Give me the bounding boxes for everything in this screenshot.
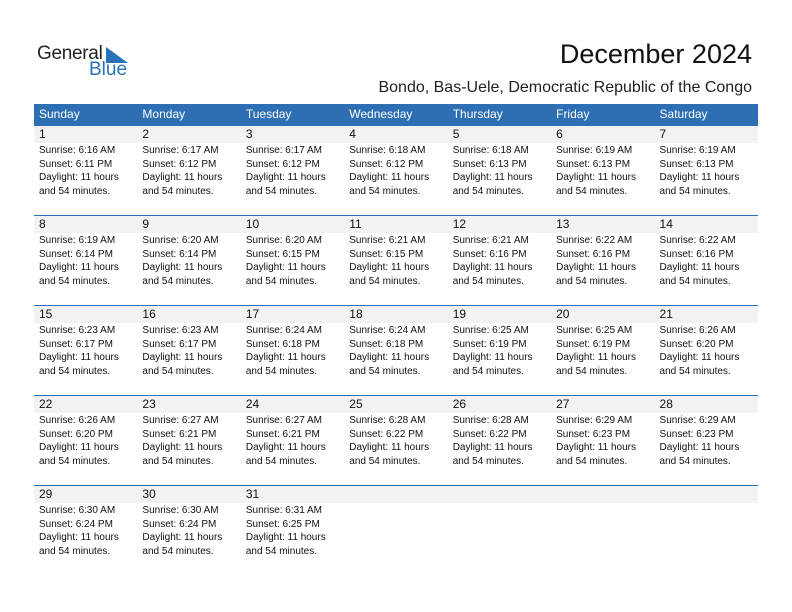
day-number: 21 <box>659 307 673 321</box>
day-cell <box>137 413 240 468</box>
day-number: 1 <box>39 127 46 141</box>
day-cell <box>448 413 551 468</box>
day-cell <box>448 233 551 288</box>
day-number <box>655 486 758 503</box>
sunrise-time: Sunrise: 6:18 AM <box>452 145 529 156</box>
day-cell <box>34 323 137 378</box>
sunrise-time: Sunrise: 6:29 AM <box>659 415 736 426</box>
weekday-header: Wednesday <box>349 107 413 121</box>
day-cell <box>137 143 240 198</box>
daylight-duration: and 54 minutes. <box>452 275 524 287</box>
daylight-duration: Daylight: 11 hours <box>659 262 740 273</box>
day-number-row <box>34 216 758 233</box>
day-number: 16 <box>142 307 156 321</box>
daylight-duration: and 54 minutes. <box>556 365 628 377</box>
day-cell <box>448 143 551 198</box>
day-number-row <box>34 126 758 143</box>
day-number: 2 <box>142 127 150 141</box>
day-cell <box>241 143 344 198</box>
daylight-duration: Daylight: 11 hours <box>142 262 223 273</box>
daylight-duration: and 54 minutes. <box>142 185 214 197</box>
sunset-time: Sunset: 6:21 PM <box>245 428 320 440</box>
day-number <box>448 486 551 503</box>
sunrise-time: Sunrise: 6:23 AM <box>39 325 116 336</box>
day-number: 10 <box>245 217 260 231</box>
daylight-duration: and 54 minutes. <box>245 275 318 287</box>
logo-text-blue: Blue <box>89 59 128 80</box>
daylight-duration: and 54 minutes. <box>39 545 111 557</box>
daylight-duration: and 54 minutes. <box>556 275 628 287</box>
day-cell <box>655 323 758 378</box>
sunset-time: Sunset: 6:22 PM <box>452 428 527 440</box>
week-row <box>34 125 758 215</box>
day-cell <box>448 503 551 558</box>
sunrise-time: Sunrise: 6:16 AM <box>39 145 116 156</box>
sunrise-time: Sunrise: 6:29 AM <box>556 415 633 426</box>
day-number: 19 <box>452 307 467 321</box>
daylight-duration: and 54 minutes. <box>39 455 111 467</box>
daylight-duration: and 54 minutes. <box>245 455 318 467</box>
day-number: 14 <box>659 217 673 231</box>
day-cell <box>551 323 654 378</box>
day-number: 17 <box>245 307 260 321</box>
sunrise-time: Sunrise: 6:30 AM <box>142 505 219 516</box>
daylight-duration: Daylight: 11 hours <box>245 352 326 363</box>
day-number: 8 <box>39 217 46 231</box>
day-number <box>344 486 447 503</box>
day-number: 28 <box>659 397 673 411</box>
sunset-time: Sunset: 6:24 PM <box>39 518 113 530</box>
daylight-duration: Daylight: 11 hours <box>245 442 326 453</box>
day-number: 24 <box>245 397 260 411</box>
sunrise-time: Sunrise: 6:22 AM <box>659 235 736 246</box>
day-number: 6 <box>556 127 563 141</box>
daylight-duration: Daylight: 11 hours <box>142 442 223 453</box>
daylight-duration: and 54 minutes. <box>556 185 628 197</box>
day-number-row <box>34 396 758 413</box>
daylight-duration: Daylight: 11 hours <box>556 172 636 183</box>
day-number: 18 <box>349 307 363 321</box>
daylight-duration: and 54 minutes. <box>659 275 731 287</box>
weekday-header: Saturday <box>659 107 708 121</box>
sunrise-time: Sunrise: 6:25 AM <box>452 325 529 336</box>
day-cell <box>137 323 240 378</box>
sunset-time: Sunset: 6:16 PM <box>659 248 734 260</box>
weekday-header: Sunday <box>39 107 80 121</box>
day-number: 31 <box>245 487 260 501</box>
day-cell <box>655 233 758 288</box>
sunset-time: Sunset: 6:18 PM <box>245 338 320 350</box>
daylight-duration: and 54 minutes. <box>245 365 318 377</box>
sunset-time: Sunset: 6:17 PM <box>142 338 217 350</box>
daylight-duration: and 54 minutes. <box>659 185 731 197</box>
day-number: 23 <box>142 397 156 411</box>
day-cell <box>344 503 447 558</box>
day-cell <box>241 233 344 288</box>
daylight-duration: and 54 minutes. <box>452 365 524 377</box>
day-number: 12 <box>452 217 467 231</box>
location-subtitle: Bondo, Bas-Uele, Democratic Republic of the Congo <box>378 79 752 96</box>
sunrise-time: Sunrise: 6:31 AM <box>245 505 322 516</box>
day-number: 15 <box>39 307 53 321</box>
day-cell <box>655 143 758 198</box>
daylight-duration: and 54 minutes. <box>142 275 214 287</box>
sunset-time: Sunset: 6:16 PM <box>452 248 527 260</box>
day-number: 5 <box>452 127 460 141</box>
sunrise-time: Sunrise: 6:24 AM <box>349 325 426 336</box>
daylight-duration: Daylight: 11 hours <box>39 532 119 543</box>
daylight-duration: Daylight: 11 hours <box>349 442 430 453</box>
daylight-duration: Daylight: 11 hours <box>452 262 533 273</box>
calendar-grid <box>34 104 758 575</box>
day-number: 20 <box>556 307 570 321</box>
day-cell <box>34 413 137 468</box>
daylight-duration: and 54 minutes. <box>142 545 214 557</box>
day-cell <box>655 503 758 558</box>
daylight-duration: and 54 minutes. <box>142 455 214 467</box>
day-number: 30 <box>142 487 156 501</box>
daylight-duration: and 54 minutes. <box>349 455 421 467</box>
day-cell <box>241 503 344 558</box>
sunrise-time: Sunrise: 6:17 AM <box>142 145 219 156</box>
day-cell <box>344 233 447 288</box>
day-number: 9 <box>142 217 150 231</box>
sunset-time: Sunset: 6:17 PM <box>39 338 113 350</box>
day-info-row <box>34 143 758 198</box>
sunrise-time: Sunrise: 6:20 AM <box>245 235 322 246</box>
sunset-time: Sunset: 6:19 PM <box>556 338 631 350</box>
day-number: 7 <box>659 127 667 141</box>
daylight-duration: and 54 minutes. <box>556 455 628 467</box>
daylight-duration: and 54 minutes. <box>39 275 111 287</box>
sunset-time: Sunset: 6:20 PM <box>659 338 734 350</box>
day-info-row <box>34 323 758 378</box>
sunset-time: Sunset: 6:21 PM <box>142 428 217 440</box>
sunset-time: Sunset: 6:13 PM <box>659 158 734 170</box>
day-cell <box>137 503 240 558</box>
page-title: December 2024 <box>559 39 752 69</box>
week-row <box>34 215 758 305</box>
sunset-time: Sunset: 6:20 PM <box>39 428 113 440</box>
sunrise-time: Sunrise: 6:19 AM <box>659 145 736 156</box>
sunrise-time: Sunrise: 6:25 AM <box>556 325 633 336</box>
sunset-time: Sunset: 6:23 PM <box>659 428 734 440</box>
day-cell <box>241 323 344 378</box>
sunrise-time: Sunrise: 6:28 AM <box>349 415 426 426</box>
daylight-duration: Daylight: 11 hours <box>39 172 119 183</box>
day-cell <box>551 233 654 288</box>
daylight-duration: and 54 minutes. <box>659 455 731 467</box>
sunrise-time: Sunrise: 6:27 AM <box>142 415 219 426</box>
daylight-duration: Daylight: 11 hours <box>556 262 636 273</box>
daylight-duration: Daylight: 11 hours <box>452 442 533 453</box>
week-row <box>34 305 758 395</box>
sunset-time: Sunset: 6:11 PM <box>39 158 113 170</box>
daylight-duration: and 54 minutes. <box>245 185 318 197</box>
weekday-header-row <box>34 104 758 125</box>
day-cell <box>241 413 344 468</box>
daylight-duration: Daylight: 11 hours <box>556 442 636 453</box>
week-row <box>34 395 758 485</box>
sunrise-time: Sunrise: 6:24 AM <box>245 325 322 336</box>
logo-text-general: General <box>37 43 103 64</box>
day-number <box>551 486 654 503</box>
daylight-duration: Daylight: 11 hours <box>245 532 326 543</box>
sunset-time: Sunset: 6:13 PM <box>556 158 631 170</box>
sunrise-time: Sunrise: 6:20 AM <box>142 235 219 246</box>
daylight-duration: and 54 minutes. <box>452 185 524 197</box>
daylight-duration: Daylight: 11 hours <box>659 172 740 183</box>
day-number-row <box>34 306 758 323</box>
daylight-duration: Daylight: 11 hours <box>142 532 223 543</box>
sunrise-time: Sunrise: 6:28 AM <box>452 415 529 426</box>
weekday-header: Monday <box>142 107 186 121</box>
sunrise-time: Sunrise: 6:18 AM <box>349 145 426 156</box>
sunset-time: Sunset: 6:16 PM <box>556 248 631 260</box>
sunset-time: Sunset: 6:23 PM <box>556 428 631 440</box>
daylight-duration: Daylight: 11 hours <box>142 172 223 183</box>
daylight-duration: Daylight: 11 hours <box>39 352 119 363</box>
daylight-duration: and 54 minutes. <box>142 365 214 377</box>
sunset-time: Sunset: 6:14 PM <box>142 248 217 260</box>
sunset-time: Sunset: 6:19 PM <box>452 338 527 350</box>
daylight-duration: and 54 minutes. <box>245 545 318 557</box>
day-number: 11 <box>349 217 362 231</box>
daylight-duration: Daylight: 11 hours <box>349 262 430 273</box>
day-number: 3 <box>245 127 253 141</box>
daylight-duration: and 54 minutes. <box>349 365 421 377</box>
sunset-time: Sunset: 6:12 PM <box>349 158 424 170</box>
day-info-row <box>34 503 758 558</box>
week-row <box>34 485 758 575</box>
logo <box>37 44 137 84</box>
day-cell <box>551 503 654 558</box>
sunrise-time: Sunrise: 6:17 AM <box>245 145 322 156</box>
day-cell <box>344 413 447 468</box>
day-number: 22 <box>39 397 53 411</box>
day-cell <box>34 503 137 558</box>
day-cell <box>344 323 447 378</box>
daylight-duration: Daylight: 11 hours <box>39 262 119 273</box>
sunrise-time: Sunrise: 6:30 AM <box>39 505 116 516</box>
day-cell <box>448 323 551 378</box>
day-info-row <box>34 233 758 288</box>
daylight-duration: Daylight: 11 hours <box>245 262 326 273</box>
sunset-time: Sunset: 6:12 PM <box>142 158 217 170</box>
daylight-duration: Daylight: 11 hours <box>452 172 533 183</box>
daylight-duration: Daylight: 11 hours <box>349 172 430 183</box>
weekday-header: Friday <box>556 107 590 121</box>
daylight-duration: Daylight: 11 hours <box>659 442 740 453</box>
daylight-duration: and 54 minutes. <box>39 365 111 377</box>
sunset-time: Sunset: 6:13 PM <box>452 158 527 170</box>
weekday-header: Tuesday <box>245 107 292 121</box>
sunrise-time: Sunrise: 6:27 AM <box>245 415 322 426</box>
sunset-time: Sunset: 6:15 PM <box>349 248 424 260</box>
day-number: 29 <box>39 487 53 501</box>
sunrise-time: Sunrise: 6:26 AM <box>39 415 116 426</box>
daylight-duration: and 54 minutes. <box>349 275 421 287</box>
day-cell <box>344 143 447 198</box>
day-info-row <box>34 413 758 468</box>
day-number: 25 <box>349 397 363 411</box>
day-cell <box>137 233 240 288</box>
day-number-row <box>34 486 758 503</box>
daylight-duration: Daylight: 11 hours <box>39 442 119 453</box>
daylight-duration: and 54 minutes. <box>452 455 524 467</box>
sunrise-time: Sunrise: 6:19 AM <box>556 145 633 156</box>
day-number: 13 <box>556 217 570 231</box>
weekday-header: Thursday <box>452 107 503 121</box>
day-cell <box>551 143 654 198</box>
sunset-time: Sunset: 6:25 PM <box>245 518 320 530</box>
daylight-duration: Daylight: 11 hours <box>659 352 740 363</box>
sunrise-time: Sunrise: 6:23 AM <box>142 325 219 336</box>
daylight-duration: Daylight: 11 hours <box>245 172 326 183</box>
sunset-time: Sunset: 6:24 PM <box>142 518 217 530</box>
day-cell <box>655 413 758 468</box>
sunrise-time: Sunrise: 6:26 AM <box>659 325 736 336</box>
sunrise-time: Sunrise: 6:22 AM <box>556 235 633 246</box>
daylight-duration: Daylight: 11 hours <box>142 352 223 363</box>
daylight-duration: and 54 minutes. <box>349 185 421 197</box>
daylight-duration: and 54 minutes. <box>659 365 731 377</box>
sunrise-time: Sunrise: 6:21 AM <box>349 235 426 246</box>
day-number: 27 <box>556 397 570 411</box>
sunset-time: Sunset: 6:14 PM <box>39 248 113 260</box>
sunset-time: Sunset: 6:12 PM <box>245 158 320 170</box>
day-cell <box>34 143 137 198</box>
daylight-duration: and 54 minutes. <box>39 185 111 197</box>
day-number: 26 <box>452 397 467 411</box>
day-cell <box>551 413 654 468</box>
daylight-duration: Daylight: 11 hours <box>556 352 636 363</box>
day-cell <box>34 233 137 288</box>
daylight-duration: Daylight: 11 hours <box>349 352 430 363</box>
daylight-duration: Daylight: 11 hours <box>452 352 533 363</box>
day-number: 4 <box>349 127 356 141</box>
sunset-time: Sunset: 6:15 PM <box>245 248 320 260</box>
sunset-time: Sunset: 6:18 PM <box>349 338 424 350</box>
sunrise-time: Sunrise: 6:21 AM <box>452 235 529 246</box>
sunrise-time: Sunrise: 6:19 AM <box>39 235 116 246</box>
sunset-time: Sunset: 6:22 PM <box>349 428 424 440</box>
